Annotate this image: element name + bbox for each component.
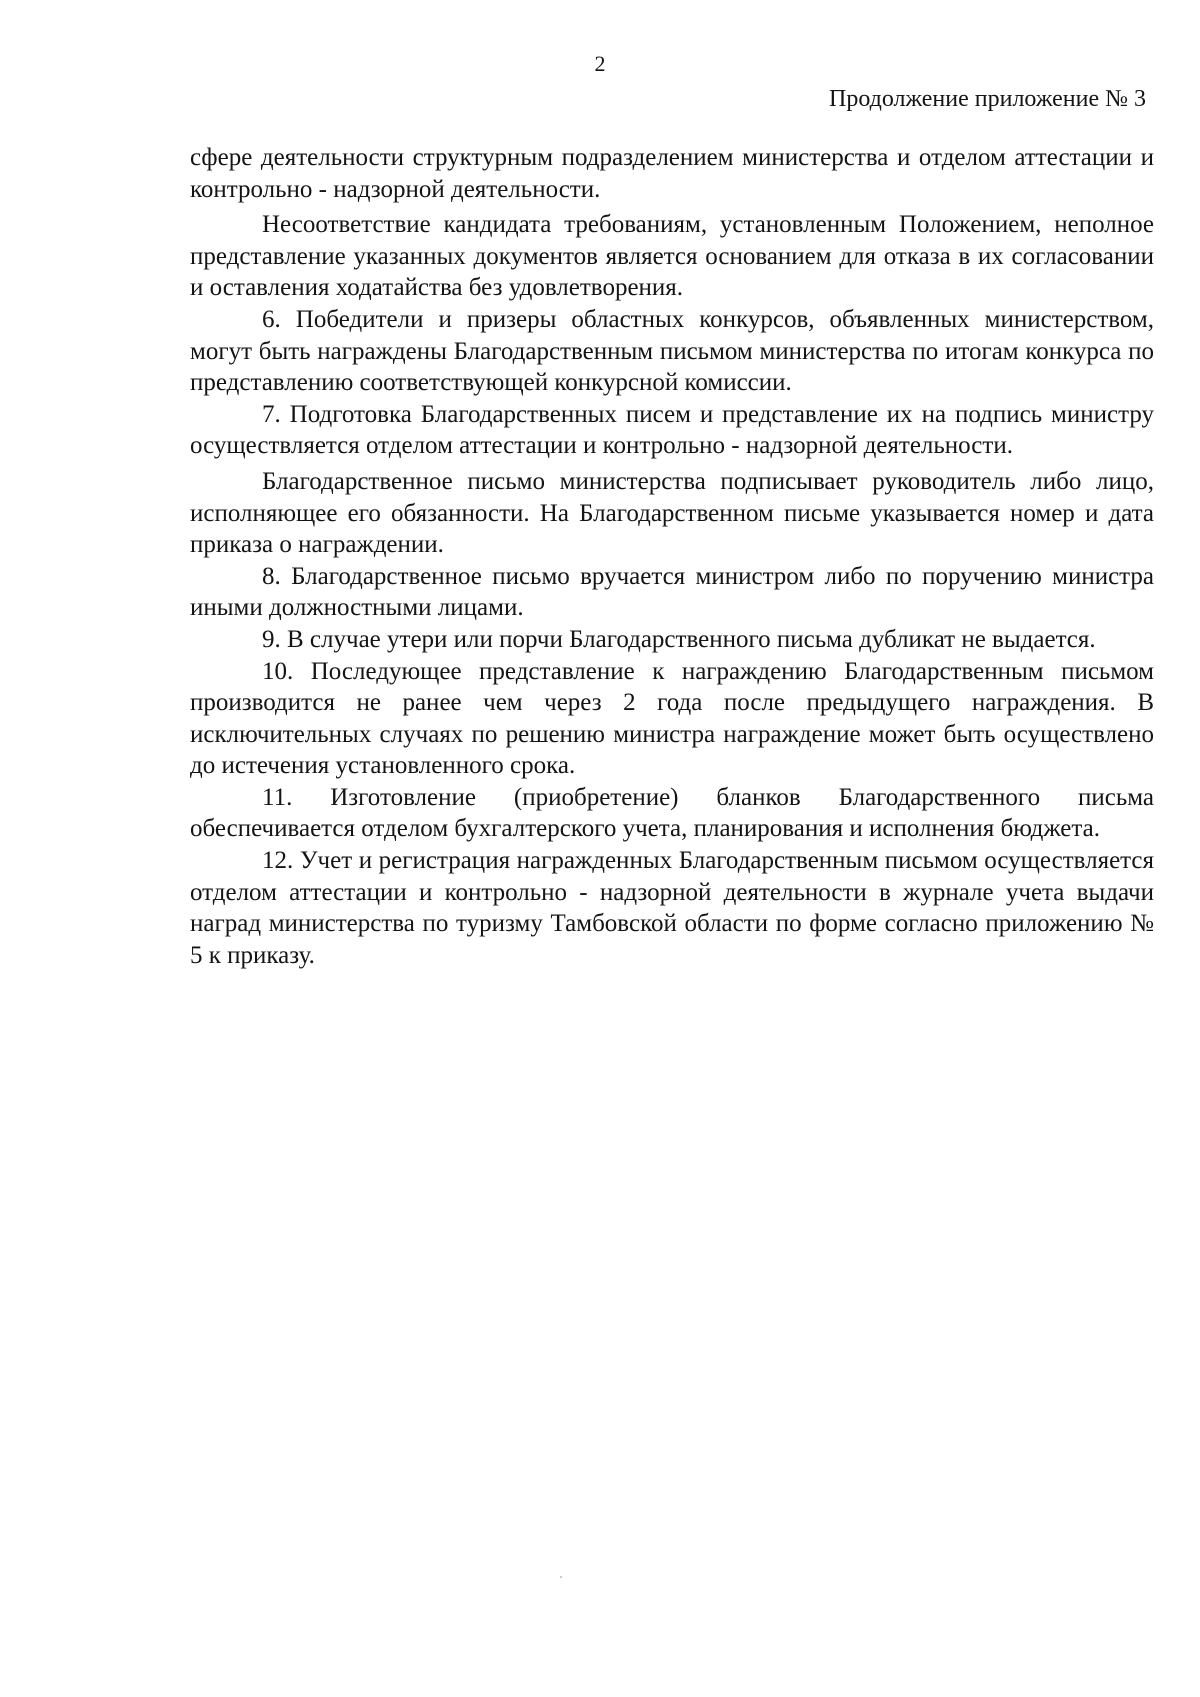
- paragraph-item-11: 11. Изготовление (приобретение) бланков Благодарственного письма обеспечивается отделом бухгалтерского учета, планирования и исполнения бюджета.: [190, 783, 1154, 843]
- paragraph-item-9: 9. В случае утери или порчи Благодарственного письма дубликат не выдается.: [262, 625, 1096, 653]
- paragraph-continuation: сфере деятельности структурным подразделением министерства и отделом аттестации и контрольно - надзорной деятельности.: [190, 144, 1154, 203]
- document-body: [190, 142, 1154, 971]
- paragraph-item-7: 7. Подготовка Благодарственных писем и представление их на подпись министру осуществляется отделом аттестации и контрольно - надзорной деятельности.: [190, 400, 1154, 460]
- paragraph-signature: Благодарственное письмо министерства подписывает руководитель либо лицо, исполняющее его обязанности. На Благодарственном письме указывается номер и дата приказа о награждении.: [190, 467, 1154, 559]
- paragraph-item-6: 6. Победители и призеры областных конкурсов, объявленных министерством, могут быть награждены Благодарственным письмом министерства по итогам конкурса по представлению соответствующей конкурсной комиссии.: [190, 305, 1154, 397]
- page-number: 2: [594, 51, 606, 76]
- paragraph-item-10: 10. Последующее представление к награждению Благодарственным письмом производится не ранее чем через 2 года после предыдущего награждения. В исключительных случаях по решению министра награждение может быть осуществлено до истечения установленного срока.: [190, 657, 1154, 780]
- scan-artifact: [560, 1576, 562, 1578]
- paragraph-item-8: 8. Благодарственное письмо вручается министром либо по поручению министра иными должностными лицами.: [190, 562, 1154, 622]
- appendix-header: Продолжение приложение № 3: [829, 86, 1146, 112]
- paragraph-nonconformity: Несоответствие кандидата требованиям, установленным Положением, неполное представление указанных документов является основанием для отказа в их согласовании и оставления ходатайства без удовлетворения.: [190, 211, 1154, 302]
- paragraph-item-12: 12. Учет и регистрация награжденных Благодарственным письмом осуществляется отделом аттестации и контрольно - надзорной деятельности в журнале учета выдачи наград министерства по туризму Тамбовской области по форме согласно приложению № 5 к приказу.: [190, 847, 1154, 969]
